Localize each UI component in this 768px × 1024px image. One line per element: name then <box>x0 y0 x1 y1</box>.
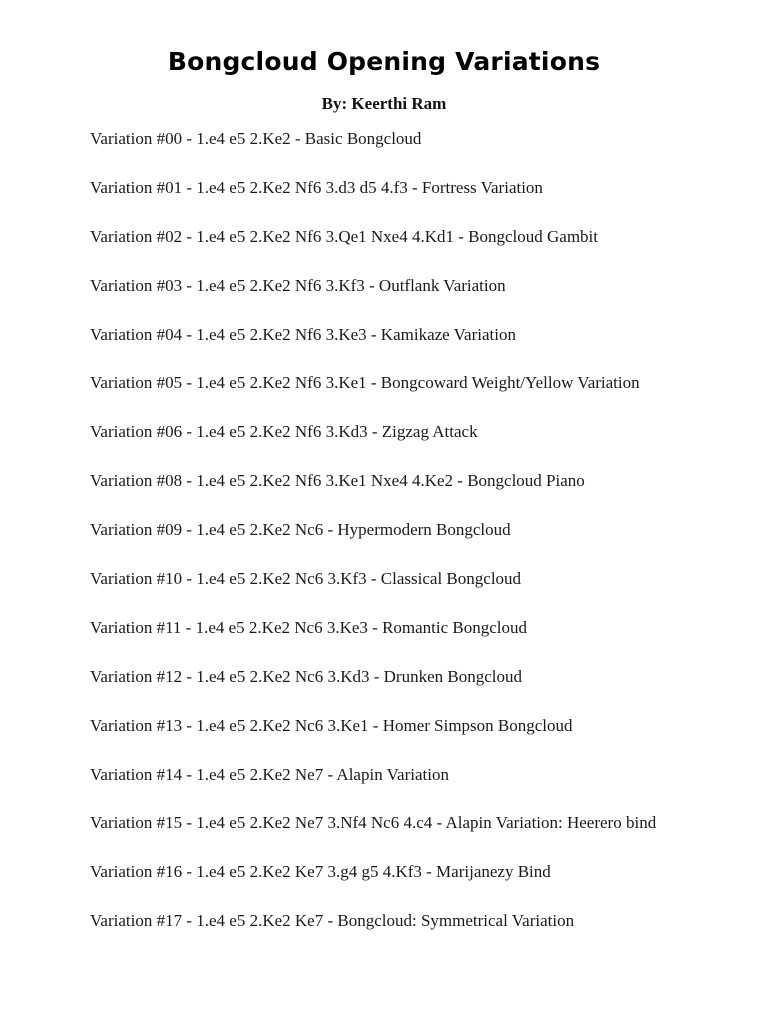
variation-item: Variation #01 - 1.e4 e5 2.Ke2 Nf6 3.d3 d5 4.f3 - Fortress Variation <box>90 177 543 197</box>
variation-item: Variation #17 - 1.e4 e5 2.Ke2 Ke7 - Bongcloud: Symmetrical Variation <box>90 911 575 931</box>
document-author: By: Keerthi Ram <box>321 94 447 113</box>
variation-item: Variation #04 - 1.e4 e5 2.Ke2 Nf6 3.Ke3 - Kamikaze Variation <box>90 324 516 344</box>
variation-item: Variation #06 - 1.e4 e5 2.Ke2 Nf6 3.Kd3 - Zigzag Attack <box>90 422 478 442</box>
variation-item: Variation #02 - 1.e4 e5 2.Ke2 Nf6 3.Qe1 Nxe4 4.Kd1 - Bongcloud Gambit <box>90 226 599 246</box>
variation-item: Variation #00 - 1.e4 e5 2.Ke2 - Basic Bongcloud <box>90 129 422 148</box>
variation-item: Variation #03 - 1.e4 e5 2.Ke2 Nf6 3.Kf3 - Outflank Variation <box>90 275 506 295</box>
variation-item: Variation #09 - 1.e4 e5 2.Ke2 Nc6 - Hypermodern Bongcloud <box>90 520 511 540</box>
variation-item: Variation #12 - 1.e4 e5 2.Ke2 Nc6 3.Kd3 - Drunken Bongcloud <box>90 666 522 686</box>
variation-item: Variation #08 - 1.e4 e5 2.Ke2 Nf6 3.Ke1 Nxe4 4.Ke2 - Bongcloud Piano <box>90 471 585 491</box>
variation-list <box>90 129 750 960</box>
variation-item: Variation #11 - 1.e4 e5 2.Ke2 Nc6 3.Ke3 - Romantic Bongcloud <box>90 617 528 637</box>
variation-item: Variation #13 - 1.e4 e5 2.Ke2 Nc6 3.Ke1 - Homer Simpson Bongcloud <box>90 715 573 735</box>
variation-item: Variation #05 - 1.e4 e5 2.Ke2 Nf6 3.Ke1 - Bongcoward Weight/Yellow Variation <box>90 373 640 393</box>
variation-item: Variation #14 - 1.e4 e5 2.Ke2 Ne7 - Alapin Variation <box>90 764 449 784</box>
variation-item: Variation #10 - 1.e4 e5 2.Ke2 Nc6 3.Kf3 - Classical Bongcloud <box>90 569 522 589</box>
document-title: Bongcloud Opening Variations <box>167 47 601 76</box>
variation-item: Variation #15 - 1.e4 e5 2.Ke2 Ne7 3.Nf4 Nc6 4.c4 - Alapin Variation: Heerero bind <box>90 813 657 833</box>
variation-item: Variation #16 - 1.e4 e5 2.Ke2 Ke7 3.g4 g5 4.Kf3 - Marijanezy Bind <box>90 862 551 882</box>
